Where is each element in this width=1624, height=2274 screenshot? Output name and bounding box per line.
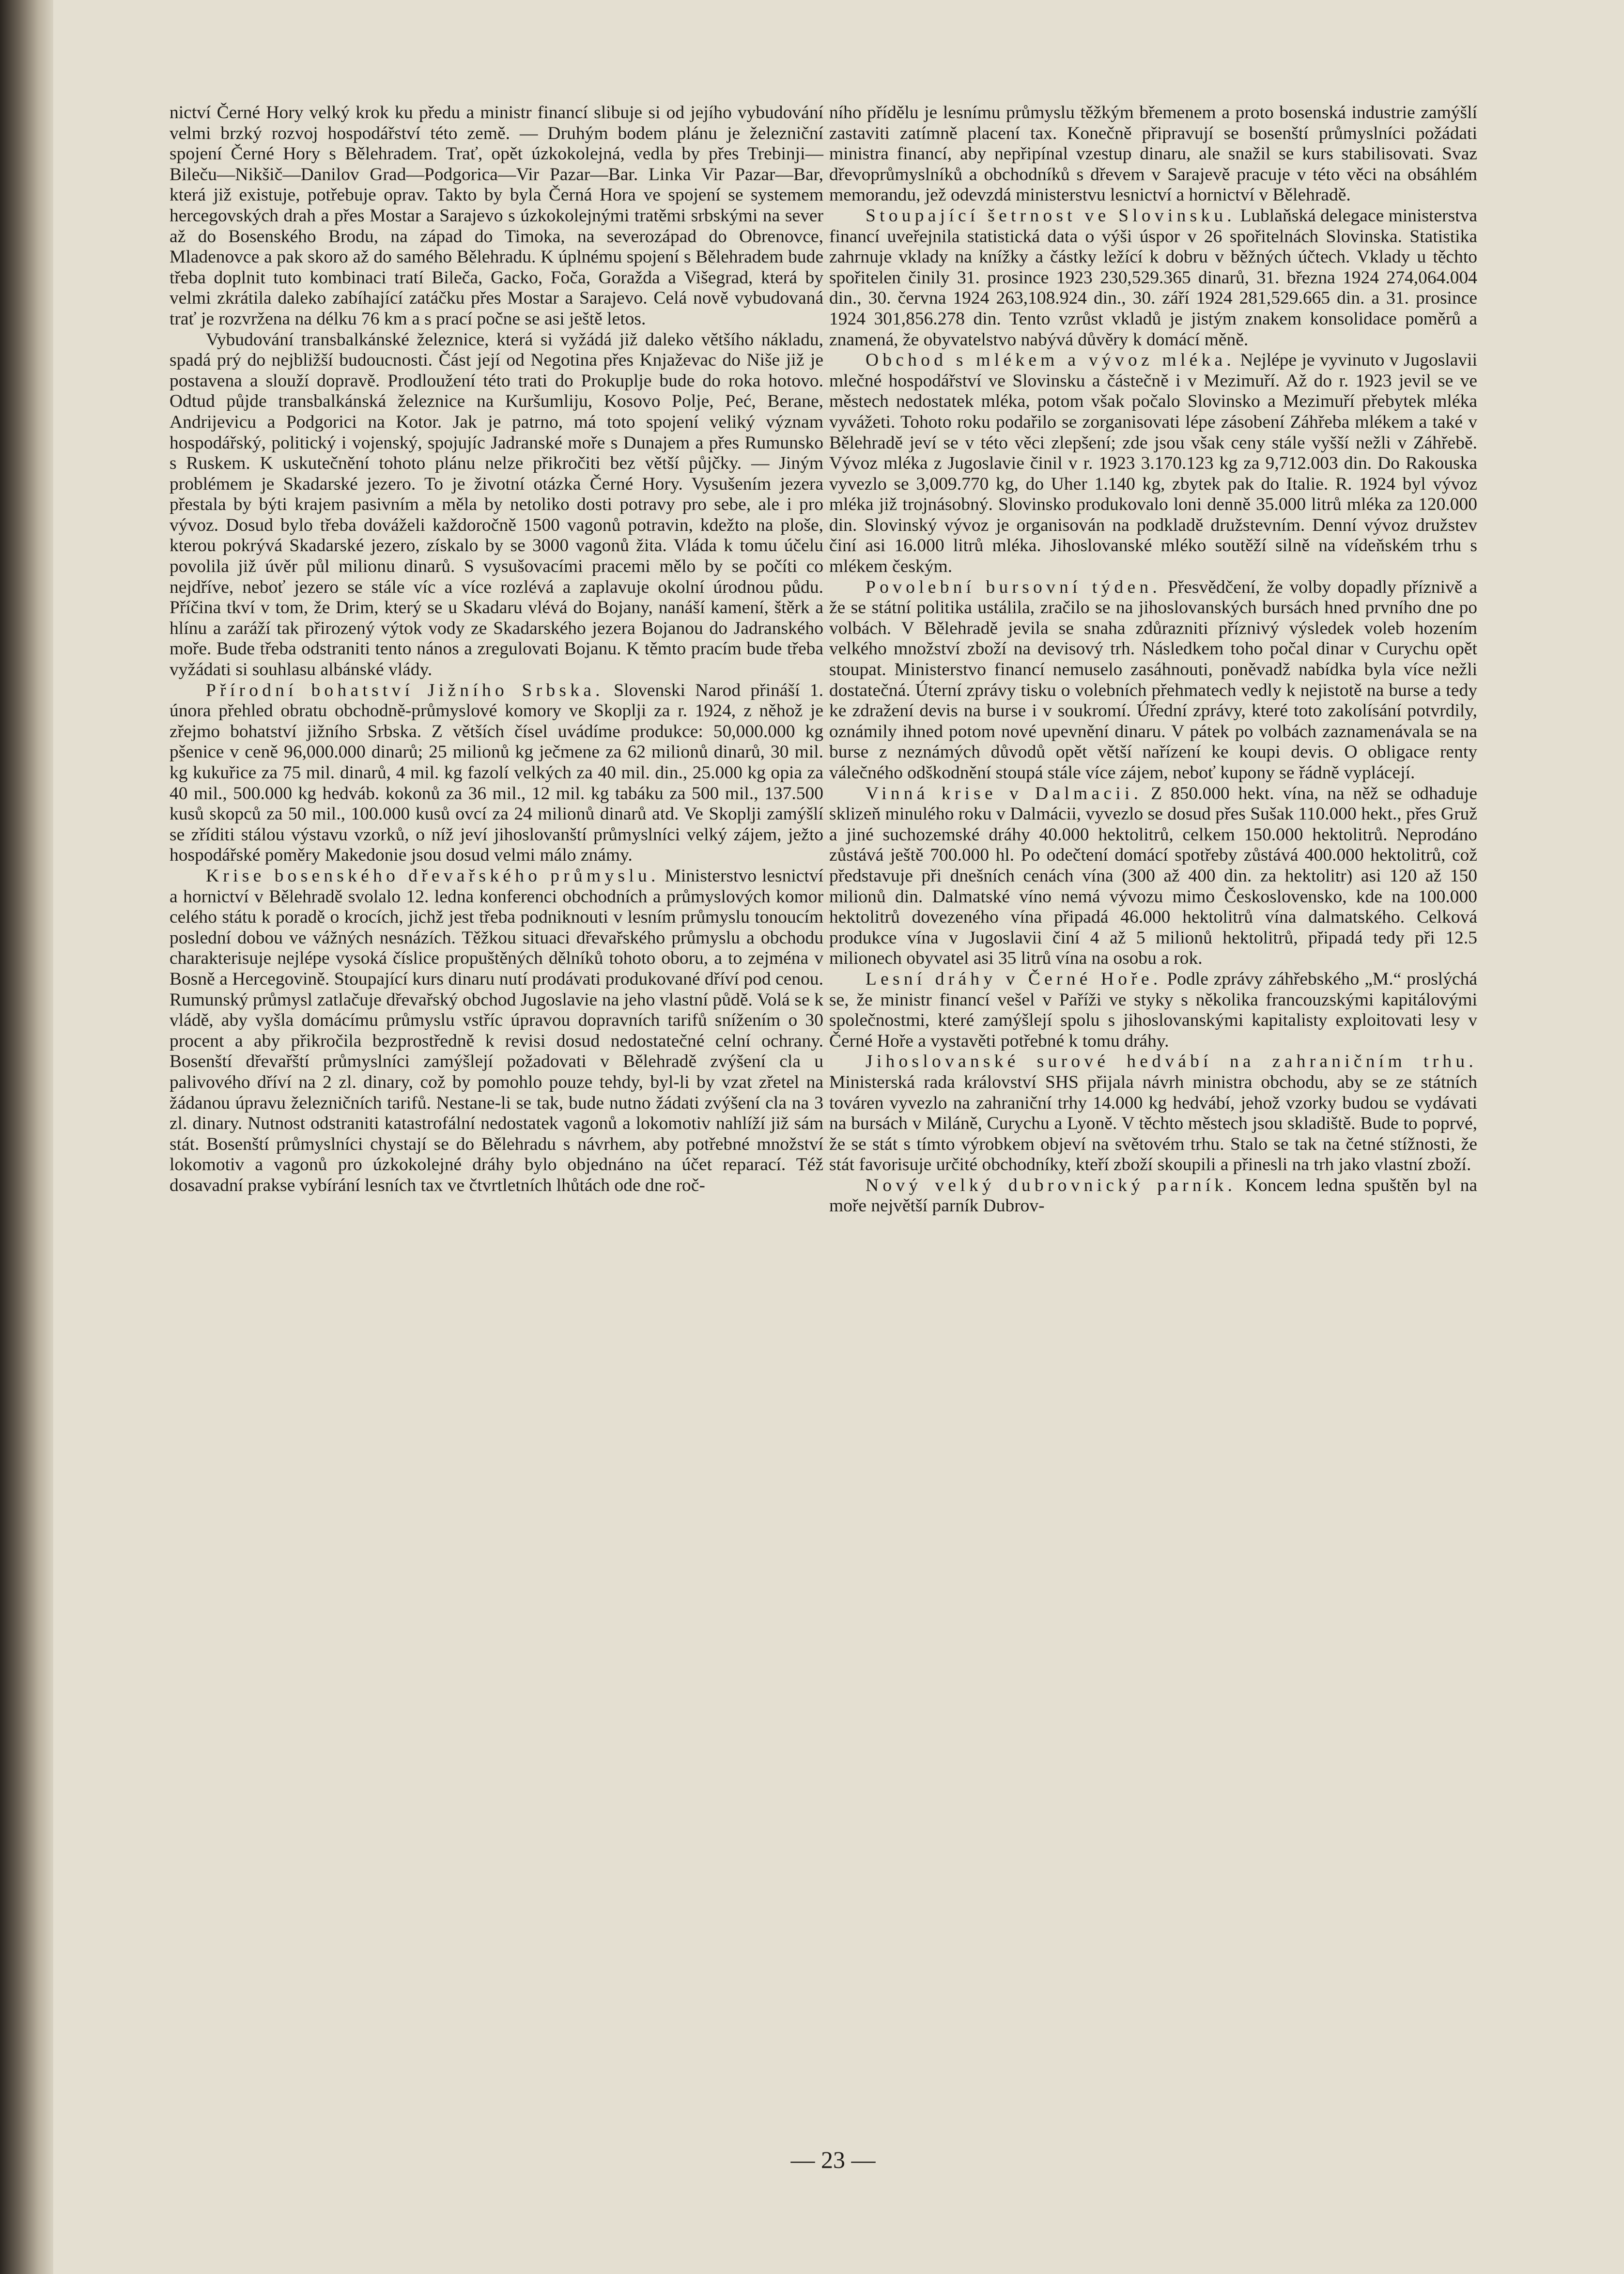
book-spine <box>0 0 53 2274</box>
section-heading: Stoupající šetrnost ve Slovinsku. <box>866 205 1236 226</box>
paragraph-text: Koncem ledna spuštěn byl na moře největší parník Dubrov- <box>829 1175 1478 1216</box>
paragraph-text: Ministerstvo lesnictví a hornictví v Bělehradě svolalo 12. ledna konferenci obchodních a průmyslových komor celého státu k poradě o krocích, jichž jest třeba podniknouti v lesním průmyslu tonoucím poslední dobou ve vážných nesnázích. Těžkou situaci dřevařského průmyslu a obchodu charakterisuje nejlépe vysoká číslice propuštěných dělníků tohoto oboru, a to zejména v Bosně a Hercegovině. Stoupající kurs dinaru nutí prodávati produkované dříví pod cenou. Rumunský průmysl zatlačuje dřevařský obchod Jugoslavie na jeho vlastní půdě. Volá se k vládě, aby vyšla domácímu průmyslu vstříc úpravou dopravních tarifů snížením o 30 procent a aby přikročila bezprostředně k revisi dosud nedostatečné celní ochrany. Bosenští dřevařští průmyslníci zamýšlejí požadovati v Bělehradě zvýšení cla u palivového dříví na 2 zl. dinary, což by pomohlo pouze tehdy, byl-li by vzat zřetel na žádanou úpravu železničních tarifů. Nestane-li se tak, bude nutno žádati zvýšení cla na 3 zl. dinary. Nutnost odstraniti katastrofální nedostatek vagonů a lokomotiv nahlíží již sám stát. Bosenští průmyslníci chystají se do Bělehradu s návrhem, aby potřebné množství lokomotiv a vagonů pro úzkokolejné dráhy bylo objednáno na účet reparací. Též dosavadní prakse vybírání lesních tax ve čtvrtletních lhůtách ode dne roč- <box>170 866 823 1195</box>
paragraph <box>170 103 823 330</box>
paragraph-text: Přesvědčení, že volby dopadly příznivě a že se státní politika ustálila, zračilo se na jihoslovanských bursách hned prvního dne po volbách. V Bělehradě jevila se snaha zdůrazniti příznivý výsledek voleb hozením velkého množství zboží na devisový trh. Následkem toho počal dinar v Curychu opět stoupat. Ministerstvo financí nemuselo zasáhnouti, poněvadž nabídka byla více nežli dostatečná. Úterní zprávy tisku o volebních přehmatech vedly k nejistotě na burse a tedy ke zdražení devis na burse i v soukromí. Úřední zprávy, které toto zakolísání potvrdily, oznámily ihned potom nové upevnění dinaru. V pátek po volbách zaznamenávala se na burse z neznámých důvodů opět větší nařízení ke koupi devis. O obligace renty válečného odškodnění stoupá stále více zájem, neboť kupony se řádně vyplácejí. <box>829 577 1477 783</box>
paragraph-text: Vybudování transbalkánské železnice, která si vyžádá již daleko většího nákladu, spadá prý do nejbližší budoucnosti. Část její od Negotina přes Knjaževac do Niše již je postavena a slouží dopravě. Prodloužení této trati do Prokuplje bude do roka hotovo. Odtud půjde transbalkánská železnice na Kuršumliju, Kosovo Polje, Peć, Berane, Andrijevicu a Podgorici na Kotor. Jak je patrno, má toto spojení veliký význam hospodářský, politický i vojenský, spojujíc Jadranské moře s Dunajem a přes Rumunsko s Ruskem. K uskutečnění tohoto plánu nelze přikročiti bez větší půjčky. — Jiným problémem je Skadarské jezero. To je životní otázka Černé Hory. Vysušením jezera přestala by býti krajem pasivním a měla by netoliko dosti potravy pro sebe, ale i pro vývoz. Dosud bylo třeba dováželi každoročně 1500 vagonů potravin, kdežto na ploše, kterou pokrývá Skadarské jezero, získalo by se 3000 vagonů žita. Vláda k tomu účelu povolila již úvěr půl milionu dinarů. S vysušovacími pracemi mělo by se počíti co nejdříve, neboť jezero se stále víc a více rozlévá a zaplavuje okolní úrodnou půdu. Příčina tkví v tom, že Drim, který se u Skadaru vlévá do Bojany, nanáší kamení, štěrk a hlínu a zaráží tak přirozený výtok vody ze Skadarského jezera Bojanou do Jadranského moře. Bude třeba odstraniti tento nános a zregulovati Bojanu. K těmto pracím bude třeba vyžádati si souhlasu albánské vlády. <box>170 329 823 680</box>
page-number: — 23 — <box>790 2146 876 2173</box>
paragraph-text: Ministerská rada království SHS přijala návrh ministra obchodu, aby se ze státních továren vyvezlo na zahraniční trhy 14.000 kg hedvábí, jehož vzorky budou se vydávati na bursách v Miláně, Curychu a Lyoně. V těchto městech jsou skladiště. Bude to poprvé, že se stát s tímto výrobkem objeví na světovém trhu. Stalo se tak na četné stížnosti, že stát favorisuje určité obchodníky, kteří zboží skoupili a přinesli na trh jako vlastní zboží. <box>829 1072 1477 1175</box>
paragraph <box>170 866 823 1196</box>
paragraph-text: Lublaňská delegace ministerstva financí uveřejnila statistická data o výši úspor v 26 spořitelnách Slovinska. Statistika zahrnuje vklady na knížky a částky ležící k dobru v běžných účtech. Vklady u těchto spořitelen činily 31. prosince 1923 230,529.365 dinarů, 31. března 1924 274,064.004 din., 30. června 1924 263,108.924 din., 30. září 1924 281,529.665 din. a 31. prosince 1924 301,856.278 din. Tento vzrůst vkladů je jistým znakem konsolidace poměrů a znamená, že obyvatelstvo nabývá důvěry k domácí měně. <box>829 205 1478 350</box>
paragraph-text: Slovenski Narod přináší 1. února přehled obratu obchodně-průmyslové komory ve Skoplji za r. 1924, z něhož je zřejmo bohatství jižního Srbska. Z větších čísel uvádíme produkce: 50,000.000 kg pšenice v ceně 96,000.000 dinarů; 25 milionů kg ječmene za 62 milionů dinarů, 30 mil. kg kukuřice za 75 mil. dinarů, 4 mil. kg fazolí velkých za 40 mil. din., 25.000 kg opia za 40 mil., 500.000 kg hedváb. kokonů za 36 mil., 12 mil. kg tabáku za 500 mil., 137.500 kusů skopců za 50 mil., 100.000 kusů ovcí za 24 milionů dinarů atd. Ve Skoplji zamýšlí se zříditi stálou výstavu vzorků, o níž jeví jihoslovanští průmyslníci velký zájem, ježto hospodářské poměry Makedonie jsou dosud velmi málo známy. <box>170 680 823 866</box>
section-heading: Povolební bursovní týden. <box>866 577 1161 597</box>
section-heading: Lesní dráhy v Černé Hoře. <box>866 969 1162 989</box>
right-column <box>829 103 1477 1217</box>
paragraph-text: Nejlépe je vyvinuto v Jugoslavii mlečné hospodářství ve Slovinsku a částečně i v Mezimuří. Až do r. 1923 jevil se ve městech nedostatek mléka, potom však počalo Slovinsko a Mezimuří přebytek mléka vyvážeti. Tohoto roku podařilo se zorganisovati lépe zásobení Záhřeba mlékem a také v Bělehradě jeví se v této věci zlepšení; zde jsou však ceny stále vyšší nežli v Záhřebě. Vývoz mléka z Jugoslavie činil v r. 1923 3.170.123 kg za 9,712.003 din. Do Rakouska vyvezlo se 3,009.770 kg, do Uher 1.140 kg, zbytek pak do Italie. R. 1924 byl vývoz mléka již trojnásobný. Slovinsko produkovalo loni denně 35.000 litrů mléka za 120.000 din. Slovinský vývoz je organisován na podkladě družstevním. Denní vývoz družstev činí asi 16.000 litrů mléka. Jihoslovanské mléko soutěží silně na vídeňském trhu s mlékem českým. <box>829 350 1478 577</box>
paragraph <box>829 784 1477 969</box>
page <box>53 0 1624 2274</box>
paragraph <box>829 103 1477 206</box>
section-heading: Krise bosenského dřevařského průmyslu. <box>206 866 660 886</box>
section-heading: Vinná krise v Dalmacii. <box>866 783 1143 804</box>
left-column <box>170 103 823 1196</box>
paragraph-text: ního přídělu je lesnímu průmyslu těžkým břemenem a proto bosenská industrie zamýšlí zastaviti zatímně placení tax. Konečně připravují se bosenští průmyslníci požádati ministra financí, aby nepřipínal vzestup dinaru, ale snažil se kurs stabilisovati. Svaz dřevoprůmyslníků a obchodníků s dřevem v Sarajevě pracuje v této věci na obsáhlém memorandu, jež odevzdá ministerstvu lesnictví a hornictví v Bělehradě. <box>829 103 1477 205</box>
paragraph <box>829 206 1477 350</box>
paragraph-text: nictví Černé Hory velký krok ku předu a ministr financí slibuje si od jejího vybudování velmi brzký rozvoj hospodářství této země. — Druhým bodem plánu je železniční spojení Černé Hory s Bělehradem. Trať, opět úzkokolejná, vedla by přes Trebinji—Bileču—Nikšič—Danilov Grad—Podgorica—Vir Pazar—Bar. Linka Vir Pazar—Bar, která již existuje, potřebuje oprav. Takto by byla Černá Hora ve spojení se systemem hercegovských drah a přes Mostar a Sarajevo s úzkokolejnými tratěmi srbskými na sever až do Bosenského Brodu, na západ do Timoka, na severozápad do Obrenovce, Mladenovce a pak skoro až do samého Bělehradu. K úplnému spojení s Bělehradem bude třeba doplnit tuto kombinaci tratí Bileča, Gacko, Foča, Goražda a Višegrad, která by velmi zkrátila daleko zabíhající zatáčku přes Mostar a Sarajevo. Celá nově vybudovaná trať je rozvržena na délku 76 km a s prací počne se asi ještě letos. <box>170 103 823 329</box>
paragraph <box>829 577 1477 784</box>
paragraph <box>829 969 1477 1052</box>
paragraph <box>170 681 823 866</box>
paragraph <box>829 1176 1477 1217</box>
section-heading: Jihoslovanské surové hedvábí na zahraničním trhu. <box>866 1052 1477 1072</box>
paragraph-text: Z 850.000 hekt. vína, na něž se odhaduje sklizeň minulého roku v Dalmácii, vyvezlo se dosud přes Sušak 110.000 hekt., přes Gruž a jiné suchozemské dráhy 40.000 hektolitrů, celkem 150.000 hektolitrů. Neprodáno zůstává ještě 700.000 hl. Po odečtení domácí spotřeby zůstává 400.000 hektolitrů, což představuje při dnešních cenách vína (300 až 400 din. za hektolitr) asi 120 až 150 milionů din. Dalmatské víno nemá vývozu mimo Československo, kde na 100.000 hektolitrů dovezeného vína připadá 46.000 hektolitrů vína dalmatského. Celková produkce vína v Jugoslavii činí 4 až 5 milionů hektolitrů, připadá tedy při 12.5 milionech obyvatel asi 35 litrů vína na osobu a rok. <box>829 783 1477 969</box>
paragraph <box>170 330 823 681</box>
paragraph-text: Podle zprávy záhřebského „M.“ proslýchá se, že ministr financí vešel v Paříži ve styky s několika francouzskými kapitálovými společnostmi, které zamýšlejí spolu s jihoslovanskými kapitalisty exploitovati lesy v Černé Hoře a vystavěti potřebné k tomu dráhy. <box>829 969 1477 1051</box>
section-heading: Přírodní bohatství Jižního Srbska. <box>206 680 604 700</box>
paragraph <box>829 1052 1477 1176</box>
section-heading: Nový velký dubrovnický parník. <box>866 1175 1237 1195</box>
section-heading: Obchod s mlékem a vývoz mléka. <box>866 350 1236 371</box>
paragraph <box>829 350 1477 577</box>
